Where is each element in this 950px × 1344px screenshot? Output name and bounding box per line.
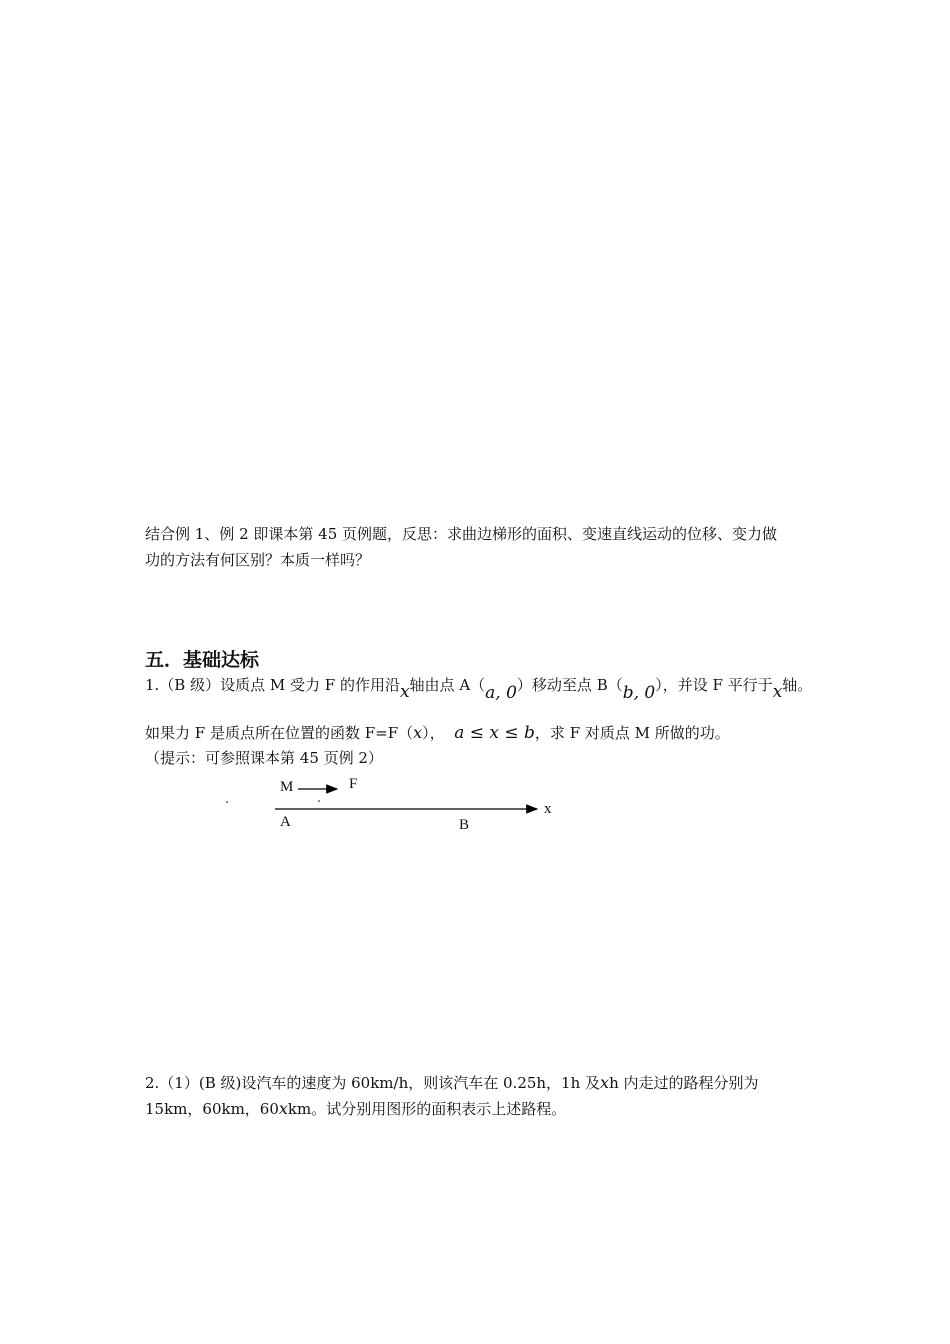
- label-x-axis: x: [544, 801, 552, 817]
- q1-inequality: a ≤ x ≤ b: [454, 723, 535, 743]
- q1-text-5: 轴。: [782, 676, 813, 694]
- q1-line2-var-x: x: [413, 723, 423, 742]
- q2-text-2: h 内走过的路程分别为: [609, 1074, 759, 1092]
- q1-text-3: ）移动至点 B（: [516, 676, 623, 694]
- q2-line2-text-1: 15km，60km，60: [145, 1100, 279, 1118]
- q1-line2-text-2: ），: [422, 724, 445, 742]
- q1-var-x-2: x: [772, 682, 783, 702]
- label-a: A: [280, 814, 291, 830]
- question-1-hint: （提示：可参照课本第 45 页例 2）: [145, 749, 383, 767]
- reflection-line-2: 功的方法有何区别？本质一样吗？: [145, 551, 371, 569]
- dot-mid: [318, 800, 320, 802]
- q1-point-b: b, 0: [622, 683, 656, 703]
- label-b: B: [459, 817, 470, 833]
- q1-text-1: 1.（B 级）设质点 M 受力 F 的作用沿: [145, 676, 400, 694]
- q1-text-2: 轴由点 A（: [409, 676, 486, 694]
- q2-line2-var-x: x: [278, 1099, 288, 1118]
- question-2-line-2: [145, 1096, 566, 1122]
- section-heading: 五．基础达标: [145, 649, 260, 671]
- label-m: M: [280, 779, 294, 795]
- q1-line2-text-3: ，求 F 对质点 M 所做的功。: [534, 724, 730, 742]
- q2-var-x: x: [600, 1073, 610, 1092]
- reflection-line-1: 结合例 1、例 2 即课本第 45 页例题，反思：求曲边梯形的面积、变速直线运动的位移、变力做: [145, 525, 778, 543]
- q1-point-a: a, 0: [485, 683, 517, 703]
- label-f: F: [349, 776, 358, 792]
- dot-left: [226, 801, 228, 803]
- q1-line2-text-1: 如果力 F 是质点所在位置的函数 F=F（: [145, 724, 414, 742]
- question-2-line-1: [145, 1070, 759, 1096]
- q1-text-4: ），并设 F 平行于: [655, 676, 773, 694]
- q2-text-1: 2.（1）(B 级)设汽车的速度为 60km/h，则该汽车在 0.25h，1h 及: [145, 1074, 601, 1092]
- q1-var-x: x: [399, 682, 410, 702]
- q2-line2-text-2: km。试分别用图形的面积表示上述路程。: [287, 1100, 567, 1118]
